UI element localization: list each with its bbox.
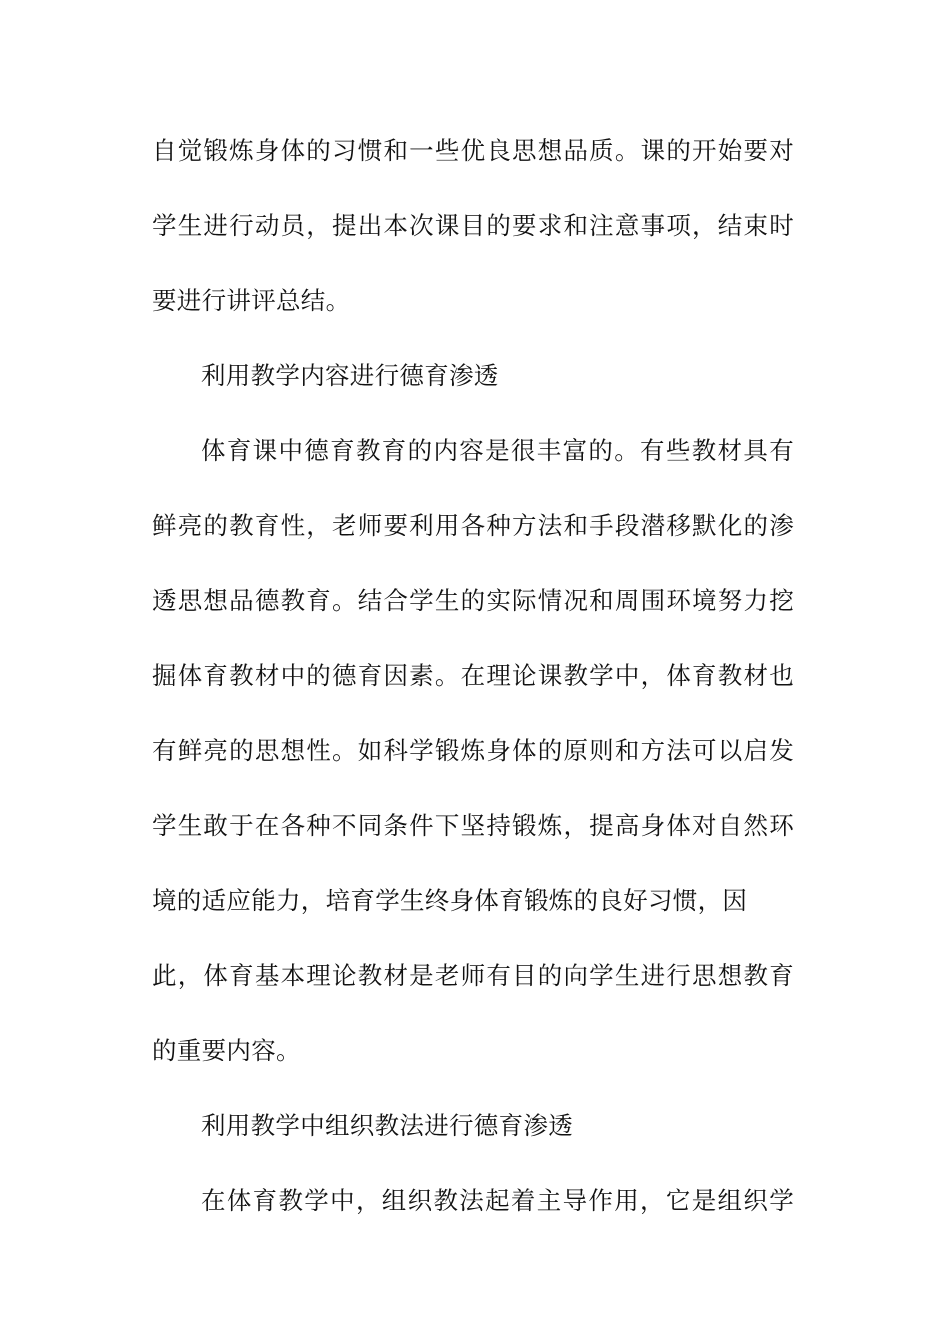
paragraph-line: 学生进行动员，提出本次课目的要求和注意事项，结束时	[152, 211, 794, 240]
paragraph-line: 学生敢于在各种不同条件下坚持锻炼，提高身体对自然环	[152, 811, 794, 840]
paragraph-line: 的重要内容。	[152, 1036, 301, 1065]
paragraph-line: 要进行讲评总结。	[152, 286, 351, 315]
paragraph-line: 鲜亮的教育性，老师要利用各种方法和手段潜移默化的渗	[152, 511, 794, 540]
paragraph-line: 在体育教学中，组织教法起着主导作用，它是组织学	[201, 1186, 794, 1215]
paragraph-line: 体育课中德育教育的内容是很丰富的。有些教材具有	[201, 436, 794, 465]
paragraph-line: 自觉锻炼身体的习惯和一些优良思想品质。课的开始要对	[152, 136, 794, 165]
section-heading: 利用教学中组织教法进行德育渗透	[201, 1111, 573, 1140]
section-heading: 利用教学内容进行德育渗透	[201, 361, 499, 390]
paragraph-line: 此，体育基本理论教材是老师有目的向学生进行思想教育	[152, 961, 794, 990]
paragraph-line: 掘体育教材中的德育因素。在理论课教学中，体育教材也	[152, 661, 794, 690]
paragraph-line: 透思想品德教育。结合学生的实际情况和周围环境努力挖	[152, 586, 794, 615]
document-body	[152, 113, 794, 1238]
paragraph-line: 境的适应能力，培育学生终身体育锻炼的良好习惯，因	[152, 886, 748, 915]
paragraph-line: 有鲜亮的思想性。如科学锻炼身体的原则和方法可以启发	[152, 736, 794, 765]
